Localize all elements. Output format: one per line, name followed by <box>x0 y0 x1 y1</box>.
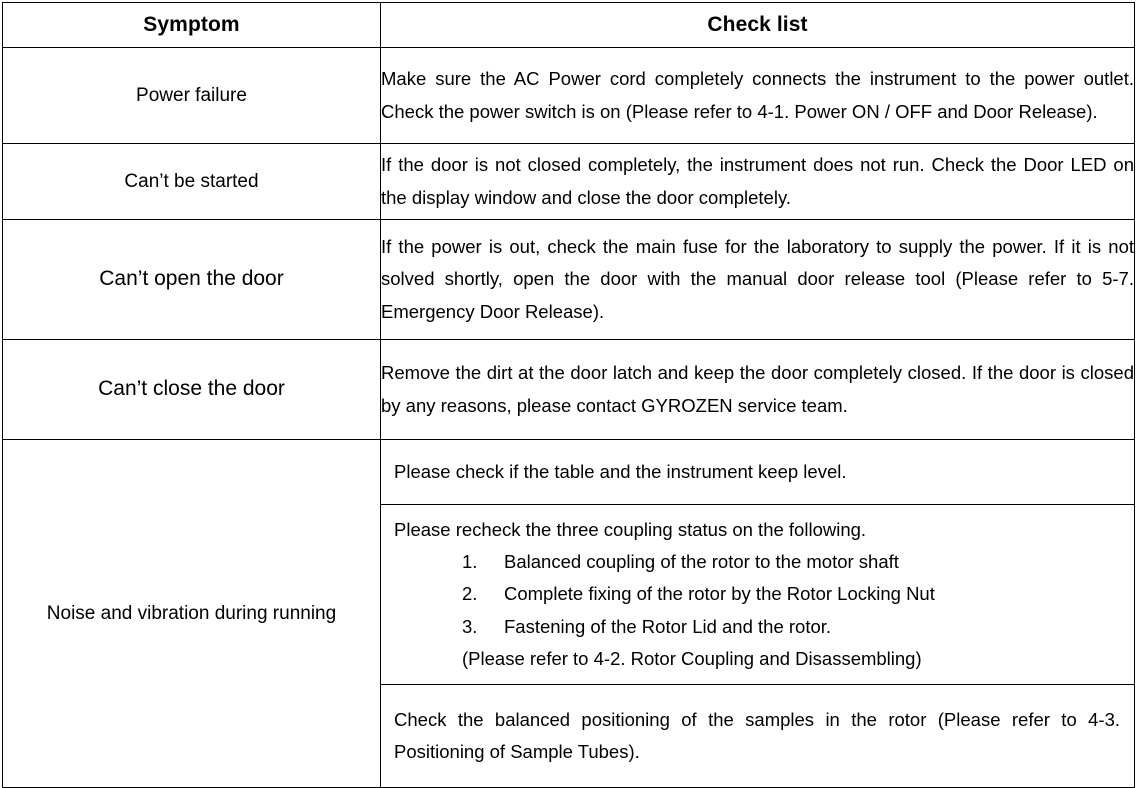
checklist-subrow-table <box>381 440 1134 787</box>
checklist-subrow <box>381 440 1134 505</box>
checklist-text: Make sure the AC Power cord completely connects the instrument to the power outlet. Check the power switch is on (Please refer to 4-1. Power ON / OFF and Door Release). <box>381 68 1134 122</box>
table-row <box>3 340 1135 440</box>
table-row <box>3 144 1135 220</box>
checklist-intro-text: Please recheck the three coupling status on the following. <box>394 519 867 540</box>
checklist-text: Please check if the table and the instrument keep level. <box>394 460 847 482</box>
checklist-text: Check the balanced positioning of the samples in the rotor (Please refer to 4-3. Positioning of Sample Tubes). <box>394 708 1120 762</box>
list-item <box>394 611 1120 643</box>
table-row <box>3 440 1135 788</box>
table-row <box>3 48 1135 144</box>
checklist-step-list <box>394 546 1120 643</box>
symptom-cell <box>3 48 381 144</box>
list-item-number: 1. <box>462 551 478 573</box>
checklist-subrow <box>381 684 1134 787</box>
checklist-cell <box>381 144 1135 220</box>
symptom-cell <box>3 340 381 440</box>
list-item-number: 2. <box>462 583 478 605</box>
troubleshooting-table <box>2 2 1135 788</box>
checklist-subrow <box>381 505 1134 685</box>
header-row <box>3 3 1135 48</box>
table-row <box>3 220 1135 340</box>
list-item-number: 3. <box>462 615 478 637</box>
list-item-label: Balanced coupling of the rotor to the motor shaft <box>504 551 899 573</box>
column-header-checklist-label: Check list <box>707 13 808 36</box>
table-header <box>3 3 1135 48</box>
list-item-label: Fastening of the Rotor Lid and the rotor. <box>504 615 832 637</box>
checklist-cell-grouped <box>381 440 1135 788</box>
symptom-label: Can’t close the door <box>98 377 285 401</box>
column-header-symptom <box>3 3 381 48</box>
list-item <box>394 578 1120 610</box>
symptom-cell <box>3 144 381 220</box>
troubleshooting-table-page <box>0 2 1136 762</box>
checklist-subrow-cell <box>381 684 1134 787</box>
list-item <box>394 546 1120 578</box>
checklist-subrow-cell <box>381 505 1134 685</box>
checklist-text: If the door is not closed completely, the instrument does not run. Check the Door LED on the display window and close the door completely. <box>381 154 1134 208</box>
checklist-cell <box>381 220 1135 340</box>
symptom-label: Power failure <box>136 84 247 106</box>
column-header-checklist <box>381 3 1135 48</box>
checklist-cell <box>381 48 1135 144</box>
checklist-text: Remove the dirt at the door latch and keep the door completely closed. If the door is closed by any reasons, please contact GYROZEN service team. <box>381 362 1134 416</box>
checklist-text: If the power is out, check the main fuse for the laboratory to supply the power. If it is not solved shortly, open the door with the manual door release tool (Please refer to 5-7. Emergency Door Release). <box>381 236 1134 322</box>
symptom-label: Noise and vibration during running <box>46 602 337 624</box>
checklist-reference-note: (Please refer to 4-2. Rotor Coupling and Disassembling) <box>462 647 922 669</box>
symptom-label: Can’t open the door <box>99 267 284 291</box>
list-item-label: Complete fixing of the rotor by the Rotor Locking Nut <box>504 583 935 605</box>
column-header-symptom-label: Symptom <box>143 13 240 36</box>
table-body <box>3 48 1135 788</box>
symptom-label: Can’t be started <box>124 170 259 192</box>
checklist-cell <box>381 340 1135 440</box>
checklist-subrow-cell <box>381 440 1134 505</box>
symptom-cell <box>3 440 381 788</box>
symptom-cell <box>3 220 381 340</box>
